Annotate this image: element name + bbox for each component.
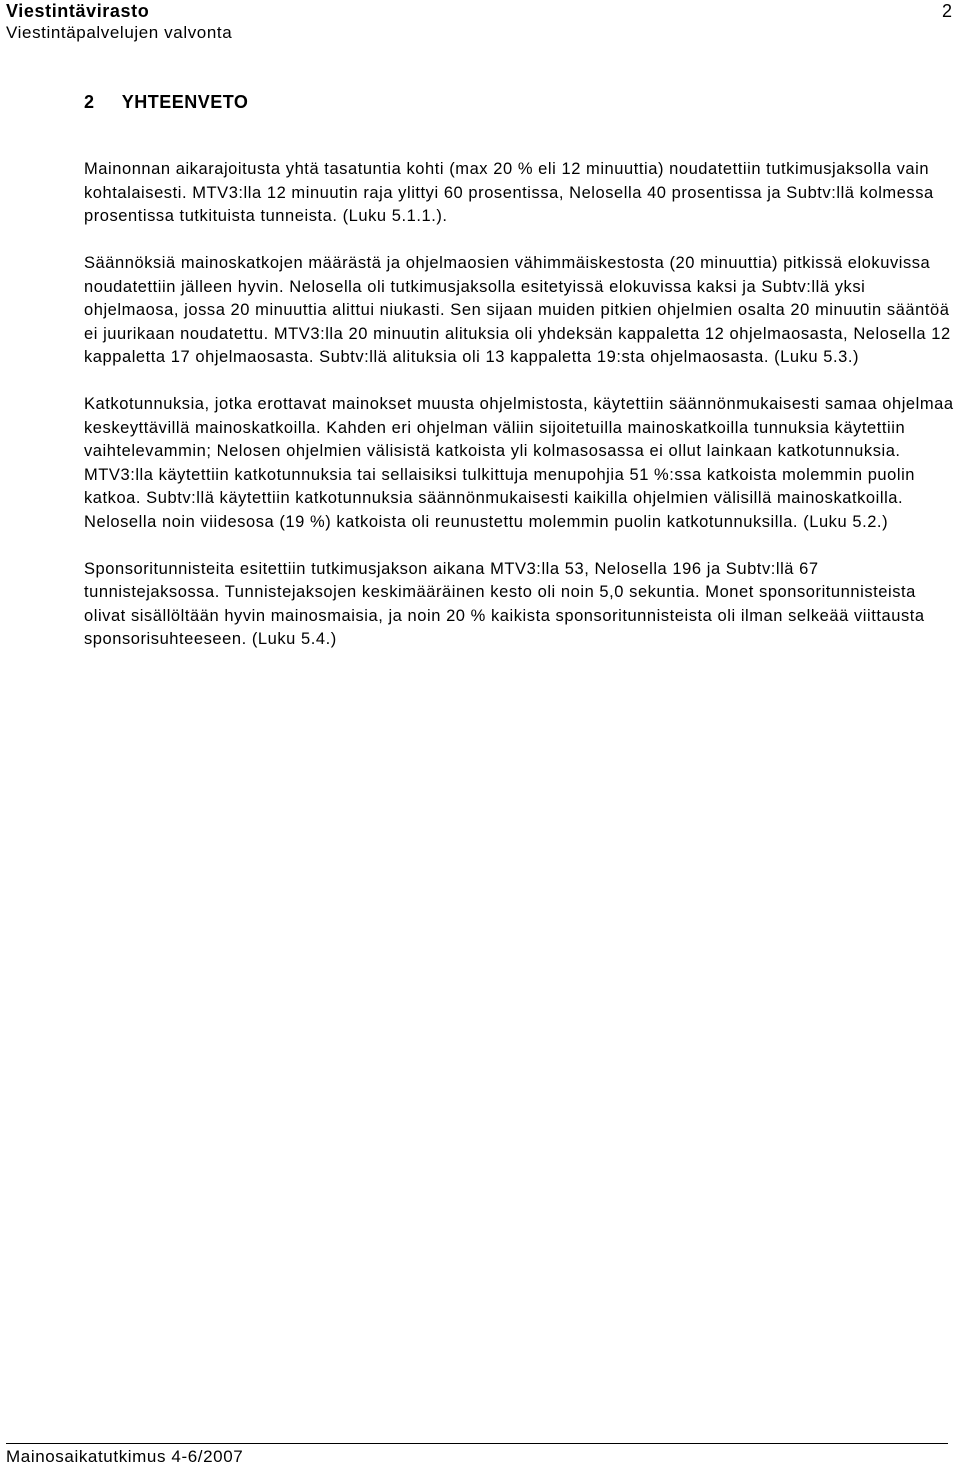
organization-name: Viestintävirasto — [6, 1, 150, 21]
section-title: YHTEENVETO — [121, 92, 249, 112]
organization-unit: Viestintäpalvelujen valvonta — [6, 23, 233, 42]
paragraph-break-identifiers: Katkotunnuksia, jotka erottavat mainokset muusta ohjelmistosta, käytettiin säännönmukaisesti samaa ohjelmaa keskeyttävillä mainoskatkoilla. Kahden eri ohjelman väliin sijoitetuilla mainoskatkoilla tunnuksia käytettiin vaihtelevammin; Nelosen ohjelmien välisistä katkoista yli kolmasosassa ei ollut lainkaan katkotunnuksia. MTV3:lla käytettiin katkotunnuksia tai sellaisiksi tulkittuja menupohjia 51 %:ssa katkoista molemmin puolin katkoa. Subtv:llä käytettiin katkotunnuksia säännönmukaisesti kaikilla ohjelmien välisillä mainoskatkoilla. Nelosella noin viidesosa (19 %) katkoista oli reunustettu molemmin puolin katkotunnuksilla. (Luku 5.2.) — [84, 395, 954, 531]
footer-publication: Mainosaikatutkimus 4-6/2007 — [6, 1447, 244, 1466]
page-header — [6, 0, 956, 44]
section-number: 2 — [84, 92, 95, 112]
page-number: 2 — [941, 1, 952, 21]
footer-divider — [6, 1443, 948, 1444]
section-heading — [84, 90, 248, 114]
paragraph-ad-time-limits: Mainonnan aikarajoitusta yhtä tasatuntia kohti (max 20 % eli 12 minuuttia) noudatettiin tutkimusjaksolla vain kohtalaisesti. MTV3:lla 12 minuutin raja ylittyi 60 prosentissa, Nelosella 40 prosentissa ja Subtv:llä kolmessa prosentissa tutkituista tunneista. (Luku 5.1.1.). — [84, 160, 934, 225]
paragraph-film-breaks: Säännöksiä mainoskatkojen määrästä ja ohjelmaosien vähimmäiskestosta (20 minuuttia) pitkissä elokuvissa noudatettiin jälleen hyvin. Nelosella oli tutkimusjaksolla esitetyissä elokuvissa kaksi ja Subtv:llä yksi ohjelmaosa, jossa 20 minuuttia alittui niukasti. Sen sijaan muiden pitkien ohjelmien osalta 20 minuutin sääntöä ei juurikaan noudatettu. MTV3:lla 20 minuutin alituksia oli yhdeksän kappaletta 12 ohjelmaosasta, Nelosella 12 kappaletta 17 ohjelmaosasta. Subtv:llä alituksia oli 13 kappaletta 19:sta ohjelmaosasta. (Luku 5.3.) — [84, 254, 951, 366]
summary-body — [84, 158, 954, 675]
paragraph-sponsor-identifiers: Sponsoritunnisteita esitettiin tutkimusjakson aikana MTV3:lla 53, Nelosella 196 ja Subtv:llä 67 tunnistejaksossa. Tunnistejaksojen keskimääräinen kesto oli noin 5,0 sekuntia. Monet sponsoritunnisteista olivat sisällöltään hyvin mainosmaisia, ja noin 20 % kaikista sponsoritunnisteista oli ilman selkeää viittausta sponsorisuhteeseen. (Luku 5.4.) — [84, 559, 925, 648]
